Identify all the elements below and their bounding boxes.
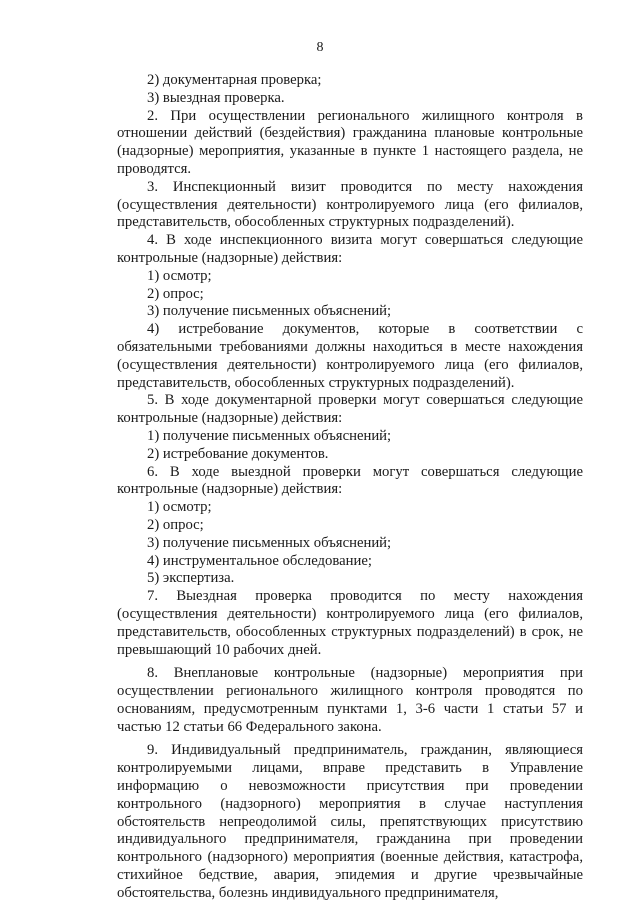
- paragraph: 6. В ходе выездной проверки могут совершаться следующие контрольные (надзорные) действия:: [117, 463, 583, 498]
- paragraph: 9. Индивидуальный предприниматель, гражданин, являющиеся контролируемыми лицами, вправе представить в Управление информацию о невозможности присутствия при проведении контрольного (надзорного) мероприятия в случае наступления обстоятельств непреодолимой силы, препятствующих присутствию индивидуального предпринимателя, гражданина при проведении контрольного (надзорного) мероприятия (военные действия, катастрофа, стихийное бедствие, авария, эпидемия и другие чрезвычайные обстоятельства, болезнь индивидуального предпринимателя,: [117, 742, 583, 901]
- page-number: 8: [316, 40, 324, 55]
- paragraph: 3) получение письменных объяснений;: [147, 303, 392, 320]
- paragraph: 2) истребование документов.: [147, 445, 329, 462]
- paragraph: 5) экспертиза.: [147, 570, 235, 587]
- paragraph: 1) осмотр;: [147, 267, 212, 284]
- paragraph: 5. В ходе документарной проверки могут совершаться следующие контрольные (надзорные) действия:: [117, 392, 583, 427]
- paragraph: 4. В ходе инспекционного визита могут совершаться следующие контрольные (надзорные) действия:: [117, 232, 583, 266]
- paragraph: 3) выездная проверка.: [147, 89, 285, 106]
- paragraph: 2) опрос;: [147, 516, 204, 533]
- document-body: [117, 72, 583, 903]
- paragraph: 7. Выездная проверка проводится по месту нахождения (осуществления деятельности) контролируемого лица (его филиалов, представительств, обособленных структурных подразделений) в срок, не превышающий 10 рабочих дней.: [117, 588, 583, 658]
- paragraph: 1) получение письменных объяснений;: [147, 427, 392, 444]
- paragraph: 3. Инспекционный визит проводится по месту нахождения (осуществления деятельности) контролируемого лица (его филиалов, представительств, обособленных структурных подразделений).: [117, 178, 583, 231]
- paragraph: 2) документарная проверка;: [147, 72, 322, 88]
- paragraph: 8. Внеплановые контрольные (надзорные) мероприятия при осуществлении регионального жилищного контроля проводятся по основаниям, предусмотренным пунктами 1, 3-6 части 1 статьи 57 и частью 12 статьи 66 Федерального закона.: [117, 665, 583, 735]
- paragraph: 3) получение письменных объяснений;: [147, 534, 392, 551]
- paragraph: 4) истребование документов, которые в соответствии с обязательными требованиями должны находиться в месте нахождения (осуществления деятельности) контролируемого лица (его филиалов, представительств, обособленных структурных подразделений).: [117, 321, 583, 391]
- paragraph: 4) инструментальное обследование;: [147, 552, 372, 569]
- paragraph: 2) опрос;: [147, 285, 204, 302]
- paragraph: 1) осмотр;: [147, 499, 212, 516]
- paragraph: 2. При осуществлении регионального жилищного контроля в отношении действий (бездействия) гражданина плановые контрольные (надзорные) мероприятия, указанные в пункте 1 настоящего раздела, не проводятся.: [117, 107, 583, 177]
